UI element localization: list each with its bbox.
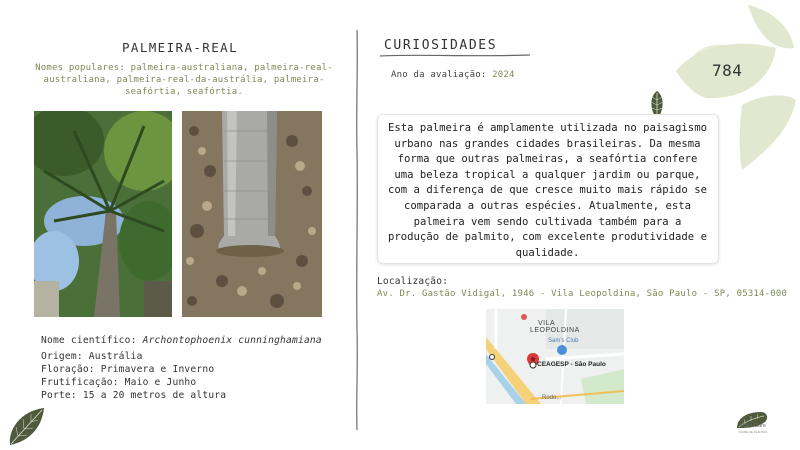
plant-title: PALMEIRA-REAL — [121, 40, 239, 55]
column-divider — [352, 30, 362, 430]
curiosities-text: Esta palmeira é amplamente utilizada no paisagismo urbano nas grandes cidades brasileiras. Da mesma forma que outras palmeiras, a seafórtia confere uma beleza tropical a qualquer jardim ou parque, com a diferença de que cresce muito mais rápido se comparada a outras espécies. Atualmente, esta palmeira vem sendo cultivada também para a produção de palmito, com excelente produtividade e qualidade. — [388, 122, 707, 259]
curiosities-heading: CURIOSIDADES — [384, 38, 498, 53]
evaluation-year-label: Ano da avaliação: — [391, 70, 487, 80]
palm-trunk-photo — [182, 111, 322, 317]
fruiting: Frutificação: Maio e Junho — [41, 377, 197, 388]
size: Porte: 15 a 20 metros de altura — [41, 390, 227, 401]
logo-name: Plant Care — [740, 423, 766, 429]
leaf-icon — [6, 405, 46, 447]
origin: Origem: Austrália — [41, 351, 143, 362]
heading-underline — [380, 53, 530, 59]
tree-number: 784 — [712, 61, 743, 80]
location-map[interactable] — [486, 309, 624, 404]
map-district-label: VILA — [538, 320, 556, 327]
map-poi-icon — [521, 314, 527, 320]
scientific-name-label: Nome científico: — [41, 335, 137, 346]
map-district-label-2: LEOPOLDINA — [530, 327, 580, 334]
location-address: Av. Dr. Gastão Vidigal, 1946 - Vila Leopoldina, São Paulo - SP, 05314-000 — [377, 289, 788, 299]
scientific-name-value: Archontophoenix cunninghamiana — [142, 335, 322, 346]
logo-tagline: CUIDE DE PLANTAS — [738, 430, 768, 434]
palm-canopy-photo — [34, 111, 172, 317]
evaluation-year-value: 2024 — [492, 70, 515, 80]
flowering: Floração: Primavera e Inverno — [41, 364, 215, 375]
location-label: Localização: — [377, 276, 449, 287]
scientific-name — [41, 335, 322, 346]
leaf-shape — [740, 95, 796, 170]
map-store-label: Sam's Club — [548, 338, 579, 344]
evaluation-year — [391, 70, 515, 80]
map-place-label: CEAGESP - São Paulo — [537, 361, 606, 368]
map-road-label: Rodo... — [542, 395, 562, 401]
store-pin-icon — [557, 345, 567, 355]
popular-names: Nomes populares: palmeira-australiana, palmeira-real-australiana, palmeira-real-da-austrália, palmeira-seafórtia, seafórtia. — [35, 63, 333, 97]
